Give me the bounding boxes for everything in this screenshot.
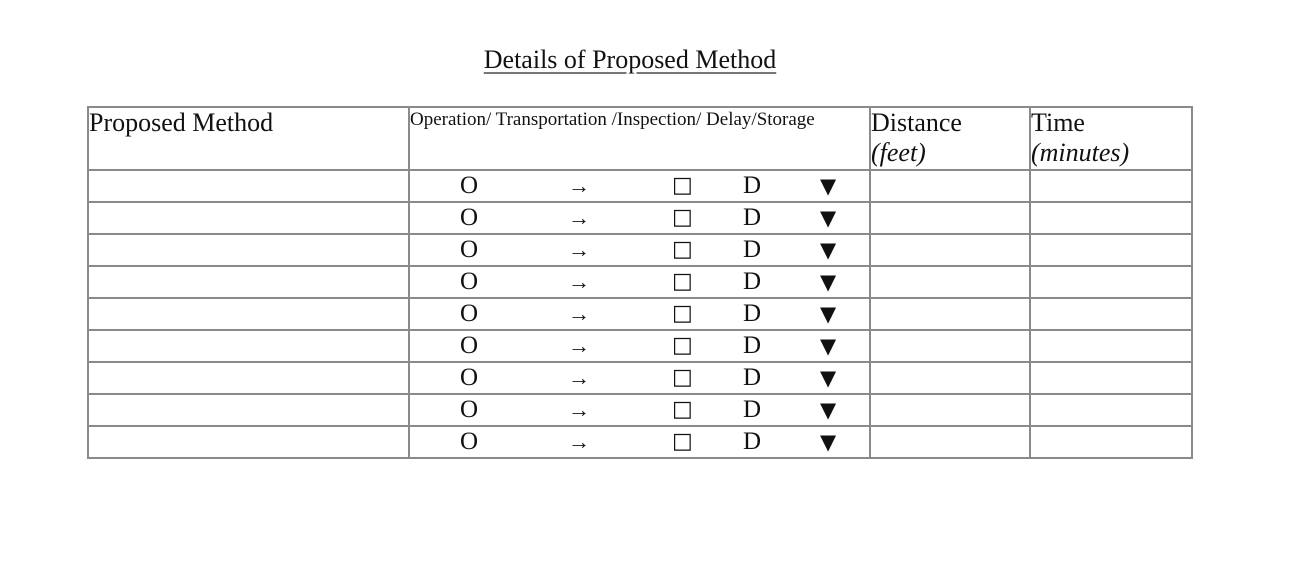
transportation-arrow-icon[interactable]: →: [568, 173, 590, 198]
operation-symbol-icon[interactable]: O: [460, 332, 479, 359]
distance-cell[interactable]: [870, 330, 1030, 362]
process-chart-table: [87, 106, 1193, 459]
time-cell[interactable]: [1030, 330, 1192, 362]
inspection-square-icon[interactable]: □: [672, 301, 693, 326]
method-cell[interactable]: [88, 170, 409, 202]
operation-symbol-icon[interactable]: O: [460, 428, 479, 455]
activity-symbols-cell: [409, 362, 870, 394]
method-cell[interactable]: [88, 362, 409, 394]
storage-triangle-icon[interactable]: ▼: [820, 270, 837, 294]
distance-cell[interactable]: [870, 394, 1030, 426]
method-cell[interactable]: [88, 202, 409, 234]
table-row: [88, 362, 1192, 394]
table-row: [88, 234, 1192, 266]
operation-symbol-icon[interactable]: O: [460, 204, 479, 231]
method-cell[interactable]: [88, 426, 409, 458]
header-time-label: Time: [1031, 108, 1085, 137]
delay-d-icon[interactable]: D: [743, 300, 762, 327]
activity-symbols-cell: [409, 266, 870, 298]
delay-d-icon[interactable]: D: [743, 364, 762, 391]
storage-triangle-icon[interactable]: ▼: [820, 430, 837, 454]
delay-d-icon[interactable]: D: [743, 172, 762, 199]
inspection-square-icon[interactable]: □: [672, 365, 693, 390]
operation-symbol-icon[interactable]: O: [460, 396, 479, 423]
time-cell[interactable]: [1030, 234, 1192, 266]
inspection-square-icon[interactable]: □: [672, 397, 693, 422]
storage-triangle-icon[interactable]: ▼: [820, 334, 837, 358]
distance-cell[interactable]: [870, 234, 1030, 266]
header-distance-label: Distance: [871, 108, 962, 137]
header-distance-unit: (feet): [871, 138, 926, 167]
time-cell[interactable]: [1030, 202, 1192, 234]
storage-triangle-icon[interactable]: ▼: [820, 238, 837, 262]
time-cell[interactable]: [1030, 362, 1192, 394]
method-cell[interactable]: [88, 298, 409, 330]
delay-d-icon[interactable]: D: [743, 236, 762, 263]
header-time: [1030, 107, 1192, 170]
activity-symbols-cell: [409, 234, 870, 266]
activity-symbols-cell: [409, 170, 870, 202]
delay-d-icon[interactable]: D: [743, 428, 762, 455]
activity-symbols-cell: [409, 298, 870, 330]
activity-symbols-cell: [409, 202, 870, 234]
transportation-arrow-icon[interactable]: →: [568, 365, 590, 390]
distance-cell[interactable]: [870, 362, 1030, 394]
time-cell[interactable]: [1030, 298, 1192, 330]
storage-triangle-icon[interactable]: ▼: [820, 206, 837, 230]
distance-cell[interactable]: [870, 266, 1030, 298]
storage-triangle-icon[interactable]: ▼: [820, 398, 837, 422]
page-title: Details of Proposed Method: [483, 45, 777, 74]
storage-triangle-icon[interactable]: ▼: [820, 366, 837, 390]
table-row: [88, 298, 1192, 330]
table-body: [88, 170, 1192, 458]
table-row: [88, 202, 1192, 234]
time-cell[interactable]: [1030, 170, 1192, 202]
table-row: [88, 170, 1192, 202]
method-cell[interactable]: [88, 234, 409, 266]
time-cell[interactable]: [1030, 394, 1192, 426]
operation-symbol-icon[interactable]: O: [460, 236, 479, 263]
distance-cell[interactable]: [870, 170, 1030, 202]
inspection-square-icon[interactable]: □: [672, 269, 693, 294]
method-cell[interactable]: [88, 330, 409, 362]
transportation-arrow-icon[interactable]: →: [568, 205, 590, 230]
inspection-square-icon[interactable]: □: [672, 429, 693, 454]
header-distance: [870, 107, 1030, 170]
delay-d-icon[interactable]: D: [743, 332, 762, 359]
method-cell[interactable]: [88, 266, 409, 298]
storage-triangle-icon[interactable]: ▼: [820, 174, 837, 198]
transportation-arrow-icon[interactable]: →: [568, 237, 590, 262]
transportation-arrow-icon[interactable]: →: [568, 397, 590, 422]
table-row: [88, 426, 1192, 458]
operation-symbol-icon[interactable]: O: [460, 172, 479, 199]
inspection-square-icon[interactable]: □: [672, 333, 693, 358]
distance-cell[interactable]: [870, 298, 1030, 330]
inspection-square-icon[interactable]: □: [672, 173, 693, 198]
operation-symbol-icon[interactable]: O: [460, 364, 479, 391]
table-header-row: [88, 107, 1192, 170]
activity-symbols-cell: [409, 330, 870, 362]
inspection-square-icon[interactable]: □: [672, 205, 693, 230]
time-cell[interactable]: [1030, 426, 1192, 458]
header-proposed-method: Proposed Method: [88, 107, 409, 170]
header-activities: Operation/ Transportation /Inspection/ Delay/Storage: [409, 107, 870, 170]
inspection-square-icon[interactable]: □: [672, 237, 693, 262]
transportation-arrow-icon[interactable]: →: [568, 333, 590, 358]
activity-symbols-cell: [409, 426, 870, 458]
storage-triangle-icon[interactable]: ▼: [820, 302, 837, 326]
operation-symbol-icon[interactable]: O: [460, 268, 479, 295]
distance-cell[interactable]: [870, 426, 1030, 458]
transportation-arrow-icon[interactable]: →: [568, 429, 590, 454]
delay-d-icon[interactable]: D: [743, 204, 762, 231]
time-cell[interactable]: [1030, 266, 1192, 298]
table-row: [88, 330, 1192, 362]
delay-d-icon[interactable]: D: [743, 268, 762, 295]
transportation-arrow-icon[interactable]: →: [568, 269, 590, 294]
operation-symbol-icon[interactable]: O: [460, 300, 479, 327]
delay-d-icon[interactable]: D: [743, 396, 762, 423]
distance-cell[interactable]: [870, 202, 1030, 234]
table-row: [88, 266, 1192, 298]
table-row: [88, 394, 1192, 426]
transportation-arrow-icon[interactable]: →: [568, 301, 590, 326]
header-time-unit: (minutes): [1031, 138, 1130, 167]
activity-symbols-cell: [409, 394, 870, 426]
method-cell[interactable]: [88, 394, 409, 426]
